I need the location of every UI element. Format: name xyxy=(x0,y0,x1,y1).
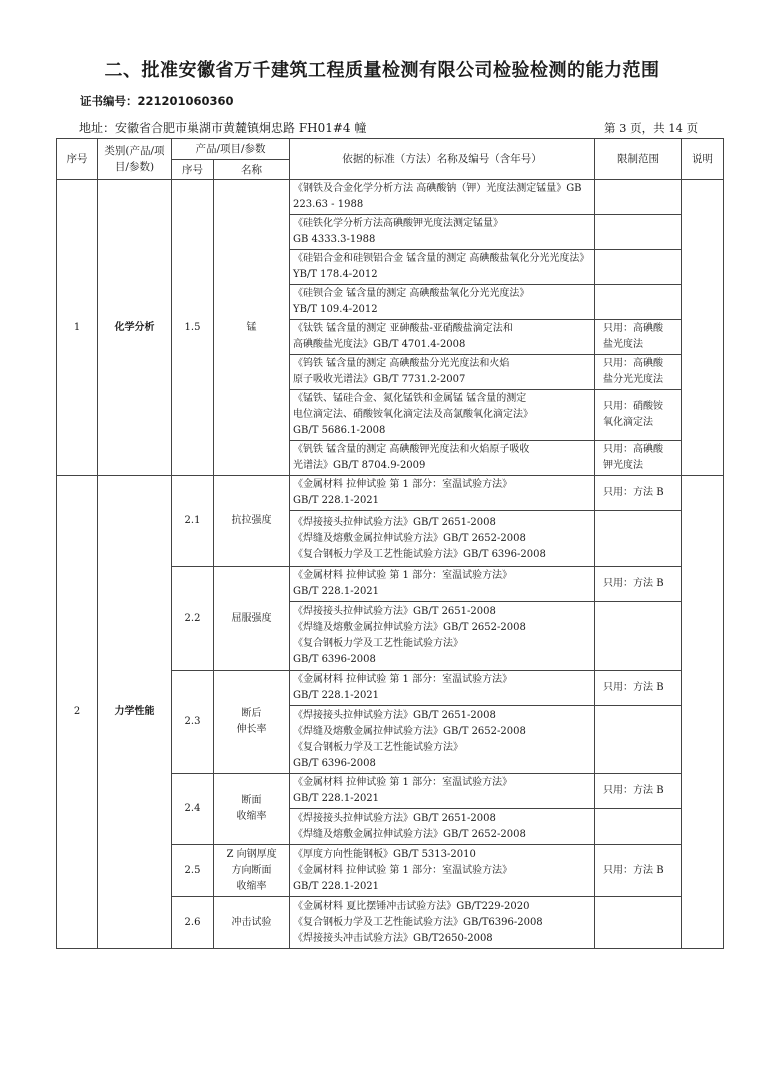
header-sub-seq: 序号 xyxy=(172,160,214,180)
item-seq: 1.5 xyxy=(172,180,214,476)
item-name: 断后 伸长率 xyxy=(214,671,290,774)
group-category: 力学性能 xyxy=(98,476,172,949)
limit-cell xyxy=(595,215,682,250)
item-name: 断面 收缩率 xyxy=(214,774,290,845)
standard-cell: 《厚度方向性能钢板》GB/T 5313-2010 《金属材料 拉伸试验 第 1 部分：室温试验方法》 GB/T 228.1-2021 xyxy=(290,845,595,897)
header-seq: 序号 xyxy=(57,139,98,180)
item-seq: 2.2 xyxy=(172,567,214,671)
standard-cell: 《金属材料 拉伸试验 第 1 部分：室温试验方法》 GB/T 228.1-2021 xyxy=(290,774,595,809)
page-title: 二、批准安徽省万千建筑工程质量检测有限公司检验检测的能力范围 xyxy=(104,60,660,81)
item-name: 屈服强度 xyxy=(214,567,290,671)
standard-cell: 《焊接接头拉伸试验方法》GB/T 2651-2008 《焊缝及熔敷金属拉伸试验方法》GB/T 2652-2008 xyxy=(290,809,595,845)
header-standard: 依据的标准（方法）名称及编号（含年号） xyxy=(290,139,595,180)
standard-cell: 《金属材料 拉伸试验 第 1 部分：室温试验方法》 GB/T 228.1-2021 xyxy=(290,476,595,511)
limit-cell xyxy=(595,511,682,567)
limit-cell: 只用：方法 B xyxy=(595,567,682,602)
limit-cell xyxy=(595,809,682,845)
header-category: 类别(产品/项目/参数) xyxy=(98,139,172,180)
group-category: 化学分析 xyxy=(98,180,172,476)
limit-cell: 只用：方法 B xyxy=(595,774,682,809)
group-seq: 2 xyxy=(57,476,98,949)
limit-cell: 只用：高碘酸 盐光度法 xyxy=(595,320,682,355)
standard-cell: 《金属材料 拉伸试验 第 1 部分：室温试验方法》 GB/T 228.1-2021 xyxy=(290,671,595,706)
standard-cell: 《钢铁及合金化学分析方法 高碘酸钠（钾）光度法测定锰量》GB 223.63 - 1988 xyxy=(290,180,595,215)
limit-cell: 只用：硝酸铵 氧化滴定法 xyxy=(595,390,682,441)
limit-cell xyxy=(595,285,682,320)
header-product: 产品/项目/参数 xyxy=(172,139,290,160)
address: 地址：安徽省合肥市巢湖市黄麓镇炯忠路 FH01#4 幢 xyxy=(79,121,367,135)
header-limit: 限制范围 xyxy=(595,139,682,180)
header-name: 名称 xyxy=(214,160,290,180)
standard-cell: 《硅铝合金和硅钡铝合金 锰含量的测定 高碘酸盐氧化分光光度法》YB/T 178.4-2012 xyxy=(290,250,595,285)
capability-table xyxy=(56,138,724,949)
limit-cell xyxy=(595,706,682,774)
limit-cell xyxy=(595,180,682,215)
limit-cell: 只用：高碘酸 钾光度法 xyxy=(595,441,682,476)
limit-cell: 只用：方法 B xyxy=(595,845,682,897)
item-name: 抗拉强度 xyxy=(214,476,290,567)
group-seq: 1 xyxy=(57,180,98,476)
standard-cell: 《金属材料 夏比摆锤冲击试验方法》GB/T229-2020 《复合钢板力学及工艺性能试验方法》GB/T6396-2008 《焊接接头冲击试验方法》GB/T2650-2008 xyxy=(290,897,595,949)
item-seq: 2.5 xyxy=(172,845,214,897)
standard-cell: 《锰铁、锰硅合金、氮化锰铁和金属锰 锰含量的测定 电位滴定法、硝酸铵氧化滴定法及高氯酸氧化滴定法》 GB/T 5686.1-2008 xyxy=(290,390,595,441)
standard-cell: 《焊接接头拉伸试验方法》GB/T 2651-2008 《焊缝及熔敷金属拉伸试验方法》GB/T 2652-2008 《复合钢板力学及工艺性能试验方法》 GB/T 6396-2008 xyxy=(290,602,595,671)
item-seq: 2.4 xyxy=(172,774,214,845)
header-note: 说明 xyxy=(682,139,724,180)
standard-cell: 《焊接接头拉伸试验方法》GB/T 2651-2008 《焊缝及熔敷金属拉伸试验方法》GB/T 2652-2008 《复合钢板力学及工艺性能试验方法》GB/T 6396-2008 xyxy=(290,511,595,567)
standard-cell: 《金属材料 拉伸试验 第 1 部分：室温试验方法》 GB/T 228.1-2021 xyxy=(290,567,595,602)
item-seq: 2.1 xyxy=(172,476,214,567)
limit-cell xyxy=(595,602,682,671)
limit-cell xyxy=(595,250,682,285)
limit-cell: 只用：方法 B xyxy=(595,476,682,511)
item-name: 冲击试验 xyxy=(214,897,290,949)
standard-cell: 《焊接接头拉伸试验方法》GB/T 2651-2008 《焊缝及熔敷金属拉伸试验方法》GB/T 2652-2008 《复合钢板力学及工艺性能试验方法》 GB/T 6396-2008 xyxy=(290,706,595,774)
standard-cell: 《钒铁 锰含量的测定 高碘酸钾光度法和火焰原子吸收 光谱法》GB/T 8704.9-2009 xyxy=(290,441,595,476)
note-cell xyxy=(682,476,724,949)
page-info: 第 3 页，共 14 页 xyxy=(604,121,699,135)
standard-cell: 《硅铁化学分析方法高碘酸钾光度法测定锰量》 GB 4333.3-1988 xyxy=(290,215,595,250)
standard-cell: 《钛铁 锰含量的测定 亚砷酸盐-亚硝酸盐滴定法和 高碘酸盐光度法》GB/T 4701.4-2008 xyxy=(290,320,595,355)
standard-cell: 《硅钡合金 锰含量的测定 高碘酸盐氧化分光光度法》 YB/T 109.4-2012 xyxy=(290,285,595,320)
limit-cell xyxy=(595,897,682,949)
limit-cell: 只用：高碘酸 盐分光光度法 xyxy=(595,355,682,390)
item-name: 锰 xyxy=(214,180,290,476)
note-cell xyxy=(682,180,724,476)
certificate-number: 证书编号：221201060360 xyxy=(80,94,234,108)
item-seq: 2.3 xyxy=(172,671,214,774)
item-name: Z 向钢厚度 方向断面 收缩率 xyxy=(214,845,290,897)
limit-cell: 只用：方法 B xyxy=(595,671,682,706)
item-seq: 2.6 xyxy=(172,897,214,949)
standard-cell: 《钨铁 锰含量的测定 高碘酸盐分光光度法和火焰 原子吸收光谱法》GB/T 7731.2-2007 xyxy=(290,355,595,390)
